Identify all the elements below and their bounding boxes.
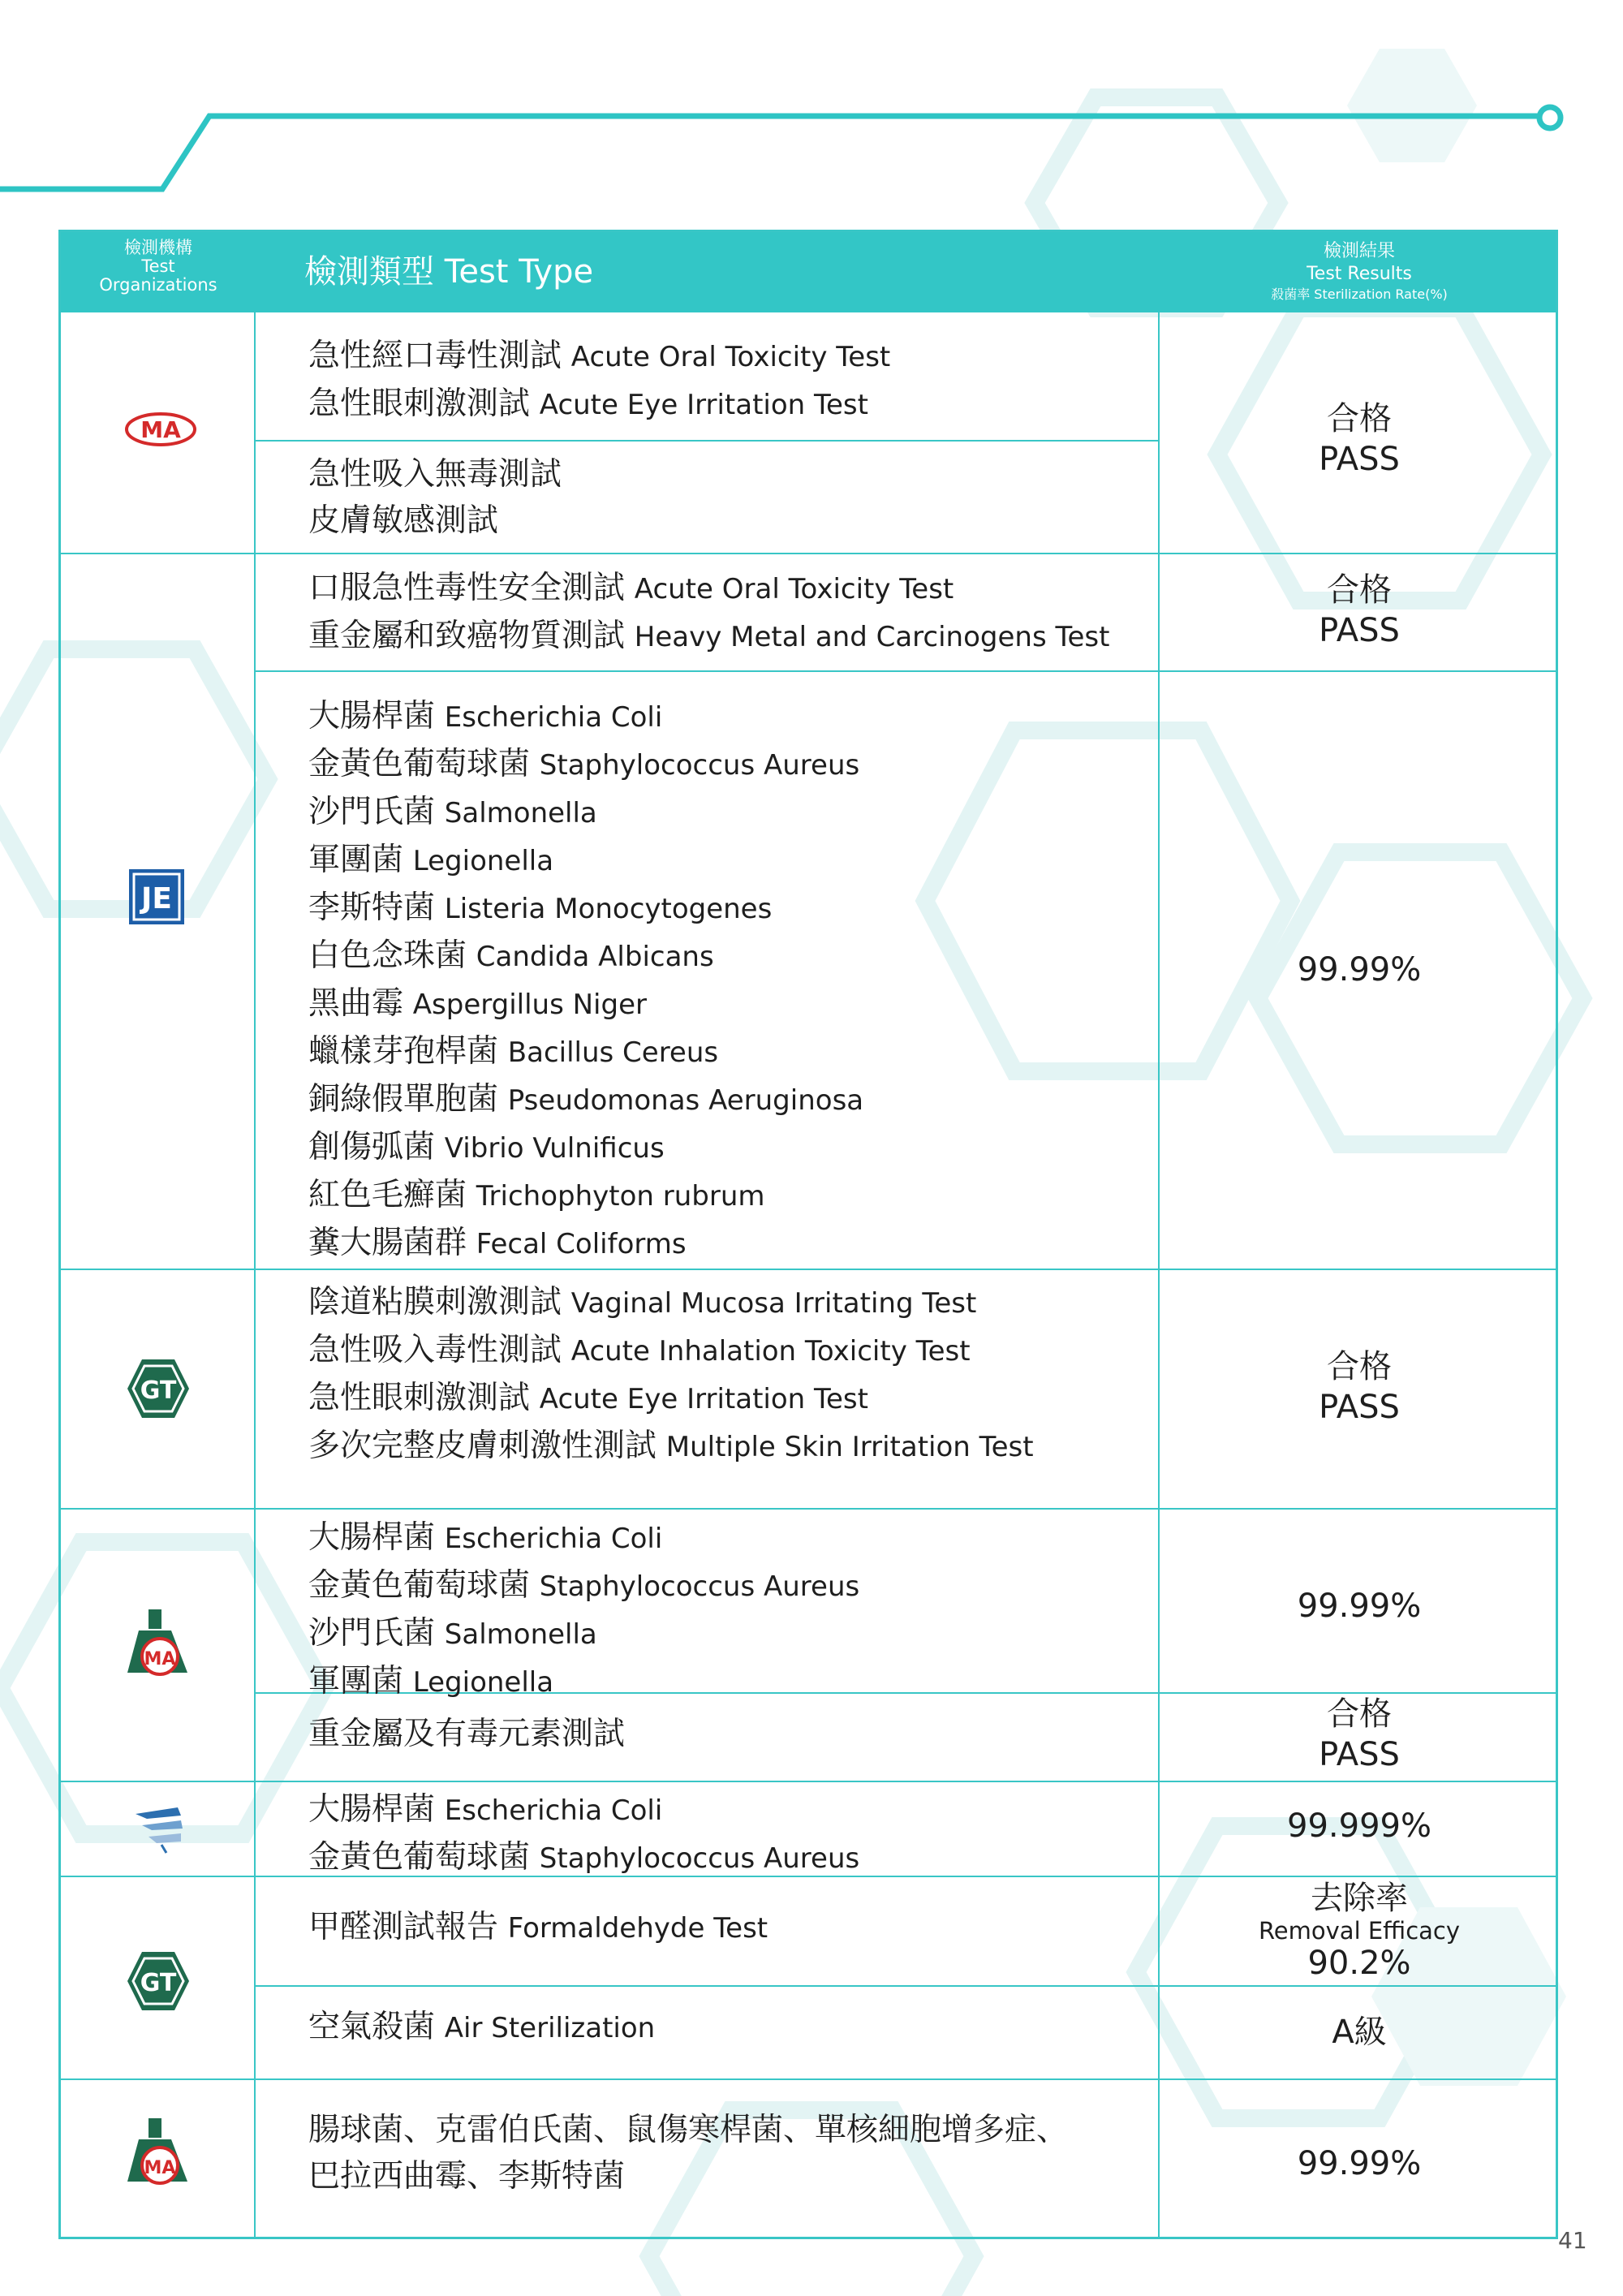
result-cell: 99.99% <box>1297 2145 1422 2182</box>
test-item-en: Legionella <box>412 845 554 877</box>
test-item-zh: 李斯特菌 <box>308 890 436 926</box>
test-item-en: Candida Albicans <box>476 941 714 973</box>
test-item-en: Formaldehyde Test <box>507 1912 768 1945</box>
test-item-en: Acute Eye Irritation Test <box>539 1383 868 1415</box>
test-item-en: Legionella <box>412 1666 554 1699</box>
result-cell: 99.999% <box>1287 1807 1431 1845</box>
jis-logo <box>127 868 186 926</box>
test-item-zh: 大腸桿菌 <box>308 1791 436 1828</box>
test-item-en: Salmonella <box>444 797 597 829</box>
test-type-cell <box>308 2107 1152 2199</box>
test-item-en: Vibrio Vulnificus <box>444 1132 665 1165</box>
test-item <box>308 1610 1152 1658</box>
test-item-en: Acute Oral Toxicity Test <box>634 573 954 605</box>
header-test-type: 檢測類型 Test Type <box>304 253 594 291</box>
test-item <box>308 1562 1152 1610</box>
test-item-en: Salmonella <box>444 1618 597 1651</box>
test-item-zh: 創傷弧菌 <box>308 1129 436 1165</box>
test-type-cell <box>308 693 1152 1268</box>
sub-row-divider <box>254 440 1158 442</box>
test-item-zh: 陰道粘膜刺激測試 <box>308 1284 562 1320</box>
test-item-zh: 黑曲霉 <box>308 985 404 1022</box>
result-pass-zh: 合格 <box>1327 1695 1392 1733</box>
test-type-cell <box>308 1711 1152 1757</box>
page-number: 41 <box>1558 2227 1587 2254</box>
test-item-zh: 白色念珠菌 <box>308 937 467 974</box>
test-item-en: Acute Oral Toxicity Test <box>570 341 891 373</box>
test-item <box>308 1904 1152 1952</box>
test-type-cell <box>308 1904 1152 1952</box>
test-item-zh: 金黃色葡萄球菌 <box>308 746 531 782</box>
test-item <box>308 2153 1152 2199</box>
result-cell <box>1160 1694 1559 1775</box>
test-item-zh: 蠟樣芽孢桿菌 <box>308 1033 499 1070</box>
test-item <box>308 1375 1152 1423</box>
test-item-en: Staphylococcus Aureus <box>539 1842 860 1875</box>
test-item-en: Fecal Coliforms <box>476 1228 687 1260</box>
result-cell: A級 <box>1332 2014 1387 2051</box>
test-item-en: Listeria Monocytogenes <box>444 893 773 925</box>
result-removal-zh: 去除率 <box>1311 1880 1408 1917</box>
test-item-zh: 金黃色葡萄球菌 <box>308 1567 531 1604</box>
gt-logo-text: GT <box>140 1376 177 1405</box>
test-item-zh: 急性吸入毒性測試 <box>308 1332 562 1368</box>
result-pass-zh: 合格 <box>1327 1348 1392 1385</box>
test-item-zh: 甲醛測試報告 <box>308 1909 499 1945</box>
result-cell <box>1160 1880 1559 1982</box>
result-pass-en: PASS <box>1319 612 1400 649</box>
test-item <box>308 693 1152 741</box>
test-item <box>308 1514 1152 1562</box>
test-item-zh: 銅綠假單胞菌 <box>308 1081 499 1118</box>
result-pass-zh: 合格 <box>1327 571 1392 609</box>
test-item-zh: 巴拉西曲霉、李斯特菌 <box>308 2158 626 2195</box>
test-item-en: Bacillus Cereus <box>507 1036 719 1069</box>
result-removal-en: Removal Efficacy <box>1258 1917 1461 1945</box>
test-item-zh: 急性吸入無毒測試 <box>308 456 562 493</box>
test-item-zh: 空氣殺菌 <box>308 2009 436 2045</box>
test-results-table <box>58 230 1558 2239</box>
test-item-en: Escherichia Coli <box>444 1794 663 1827</box>
gt-logo <box>126 1949 191 2014</box>
column-divider <box>254 312 256 2239</box>
test-item <box>308 789 1152 837</box>
test-item <box>308 1423 1152 1471</box>
cma-logo-text: MA <box>140 416 181 443</box>
header-result-zh: 檢測結果 <box>1323 241 1395 261</box>
result-cell: 99.99% <box>1297 951 1422 989</box>
result-pass-en: PASS <box>1319 441 1400 478</box>
test-item-en: Heavy Metal and Carcinogens Test <box>634 621 1110 653</box>
test-item <box>308 933 1152 980</box>
test-item <box>308 498 1152 544</box>
test-item-zh: 急性眼刺激測試 <box>308 386 531 422</box>
test-item <box>308 451 1152 498</box>
test-item-zh: 重金屬和致癌物質測試 <box>308 618 626 654</box>
jis-logo-text: JE <box>141 882 172 915</box>
test-item-en: Air Sterilization <box>444 2012 656 2044</box>
test-item-zh: 急性經口毒性測試 <box>308 338 562 374</box>
result-cell <box>1160 570 1559 651</box>
test-item-zh: 紅色毛癬菌 <box>308 1177 467 1213</box>
test-item <box>308 565 1152 613</box>
result-cell <box>1160 398 1559 480</box>
result-cell: 99.99% <box>1297 1587 1422 1625</box>
test-type-cell <box>308 333 1152 429</box>
cnas-logo-text: MA <box>144 2158 176 2178</box>
test-item-zh: 急性眼刺激測試 <box>308 1380 531 1416</box>
test-item-zh: 腸球菌、克雷伯氏菌、鼠傷寒桿菌、單核細胞增多症、 <box>308 2112 1069 2148</box>
result-removal-value: 90.2% <box>1307 1945 1411 1982</box>
test-item <box>308 1220 1152 1268</box>
test-item <box>308 2004 1152 2052</box>
test-item <box>308 1172 1152 1220</box>
test-item <box>308 381 1152 429</box>
test-item-zh: 口服急性毒性安全測試 <box>308 570 626 606</box>
test-type-cell <box>308 1786 1152 1882</box>
test-type-cell <box>308 2004 1152 2052</box>
row-divider <box>61 1781 1556 1782</box>
test-item-zh: 大腸桿菌 <box>308 698 436 734</box>
test-item <box>308 1834 1152 1882</box>
test-item-en: Staphylococcus Aureus <box>539 1570 860 1603</box>
test-item <box>308 333 1152 381</box>
test-item-en: Trichophyton rubrum <box>476 1180 765 1213</box>
test-item <box>308 980 1152 1028</box>
test-item <box>308 1124 1152 1172</box>
test-item <box>308 885 1152 933</box>
header-decoration <box>0 0 1623 211</box>
test-item <box>308 1658 1152 1706</box>
test-item <box>308 1786 1152 1834</box>
test-item-en: Aspergillus Niger <box>412 989 647 1021</box>
header-result-sub: 殺菌率 Sterilization Rate(%) <box>1271 286 1448 302</box>
cnas-lab-logo <box>124 1608 192 1681</box>
result-pass-en: PASS <box>1319 1736 1400 1773</box>
test-item-zh: 軍團菌 <box>308 1663 404 1699</box>
row-divider <box>61 1269 1556 1270</box>
test-item <box>308 837 1152 885</box>
test-item-zh: 糞大腸菌群 <box>308 1225 467 1261</box>
test-type-cell <box>308 565 1152 661</box>
table-header <box>61 232 1556 312</box>
header-org-en2: Organizations <box>99 275 217 295</box>
test-item <box>308 1711 1152 1757</box>
test-item-zh: 軍團菌 <box>308 842 404 878</box>
cnas-logo-text: MA <box>144 1649 176 1669</box>
test-item <box>308 1028 1152 1076</box>
gt-logo-text: GT <box>140 1969 177 1997</box>
test-item-en: Vaginal Mucosa Irritating Test <box>570 1287 977 1320</box>
test-item-zh: 金黃色葡萄球菌 <box>308 1839 531 1876</box>
test-item-zh: 沙門氏菌 <box>308 794 436 830</box>
test-item <box>308 1279 1152 1327</box>
test-item-en: Staphylococcus Aureus <box>539 749 860 782</box>
cma-logo <box>124 411 197 448</box>
test-item-en: Escherichia Coli <box>444 1523 663 1555</box>
result-cell <box>1160 1346 1559 1428</box>
header-organizations <box>61 239 256 295</box>
wing-logo <box>132 1803 184 1854</box>
gt-logo <box>126 1356 191 1421</box>
test-type-cell <box>308 1279 1152 1471</box>
test-item-zh: 皮膚敏感測試 <box>308 502 499 539</box>
test-item <box>308 613 1152 661</box>
test-item <box>308 1327 1152 1375</box>
test-item-en: Acute Inhalation Toxicity Test <box>570 1335 971 1368</box>
header-results <box>1160 240 1559 304</box>
test-item <box>308 1076 1152 1124</box>
test-type-cell <box>308 1514 1152 1706</box>
result-pass-en: PASS <box>1319 1389 1400 1426</box>
cnas-lab-logo <box>124 2117 192 2190</box>
test-item-en: Multiple Skin Irritation Test <box>665 1431 1034 1463</box>
header-result-en: Test Results <box>1307 264 1412 284</box>
test-item-zh: 多次完整皮膚刺激性測試 <box>308 1428 657 1464</box>
sub-row-divider <box>254 670 1556 672</box>
test-item-en: Escherichia Coli <box>444 701 663 734</box>
test-item-zh: 重金屬及有毒元素測試 <box>308 1716 626 1752</box>
test-item <box>308 741 1152 789</box>
test-item-en: Acute Eye Irritation Test <box>539 389 868 421</box>
row-divider <box>61 1508 1556 1510</box>
test-item-zh: 沙門氏菌 <box>308 1615 436 1652</box>
row-divider <box>61 2078 1556 2080</box>
sub-row-divider <box>254 1985 1556 1987</box>
header-org-en: Test <box>141 256 175 276</box>
row-divider <box>61 553 1556 554</box>
header-org-zh: 檢測機構 <box>124 238 192 257</box>
test-item-en: Pseudomonas Aeruginosa <box>507 1084 864 1117</box>
test-item-zh: 大腸桿菌 <box>308 1519 436 1556</box>
test-type-cell <box>308 451 1152 544</box>
test-item <box>308 2107 1152 2153</box>
result-pass-zh: 合格 <box>1327 400 1392 437</box>
